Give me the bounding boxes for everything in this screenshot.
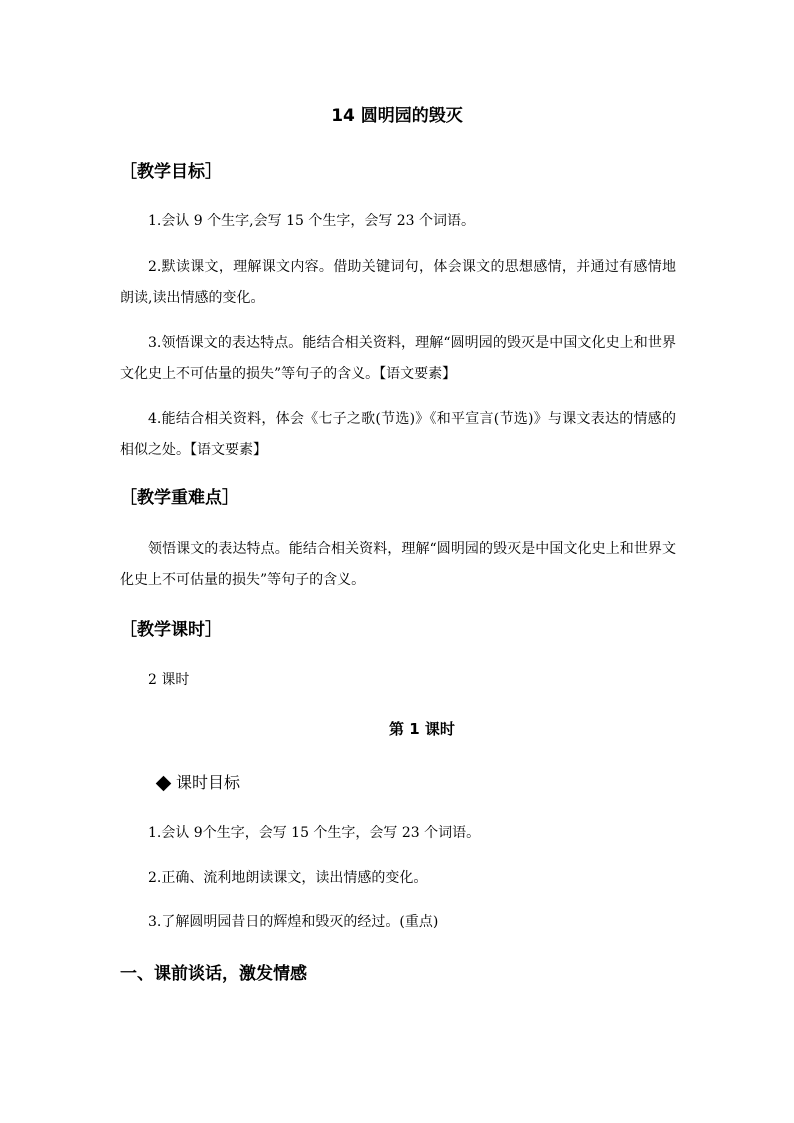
part-1-heading: 一、课前谈话，激发情感 bbox=[120, 964, 307, 984]
goals-heading: ［教学目标］ bbox=[120, 162, 222, 182]
goal-item-3: 3.领悟课文的表达特点。能结合相关资料，理解“圆明园的毁灭是中国文化史上和世界文化史上不可估量的损失”等句子的含义。【语文要素】 bbox=[120, 335, 676, 382]
lesson-objective-2: 2.正确、流利地朗读课文，读出情感的变化。 bbox=[148, 870, 428, 886]
periods-text: 2 课时 bbox=[148, 672, 190, 688]
key-points-heading: ［教学重难点］ bbox=[120, 488, 239, 508]
lesson-objective-3: 3.了解圆明园昔日的辉煌和毁灭的经过。(重点) bbox=[148, 914, 439, 930]
lesson-objective-1: 1.会认 9个生字，会写 15 个生字，会写 23 个词语。 bbox=[148, 825, 481, 841]
periods-heading: ［教学课时］ bbox=[120, 620, 222, 640]
lesson-objectives-heading bbox=[158, 772, 240, 794]
goal-item-4: 4.能结合相关资料，体会《七子之歌(节选)》《和平宣言(节选)》与课文表达的情感的相似之处。【语文要素】 bbox=[120, 411, 676, 458]
goal-item-2: 2.默读课文，理解课文内容。借助关键词句，体会课文的思想感情，并通过有感情地朗读,读出情感的变化。 bbox=[120, 259, 676, 306]
diamond-bullet-icon bbox=[156, 775, 172, 791]
lesson-objectives-label: 课时目标 bbox=[176, 773, 241, 792]
key-points-text: 领悟课文的表达特点。能结合相关资料，理解“圆明园的毁灭是中国文化史上和世界文化史上不可估量的损失”等句子的含义。 bbox=[120, 541, 676, 588]
lesson-1-title: 第 1 课时 bbox=[389, 720, 455, 738]
document-title: 14 圆明园的毁灭 bbox=[331, 106, 463, 126]
goal-item-1: 1.会认 9 个生字,会写 15 个生字，会写 23 个词语。 bbox=[148, 213, 476, 229]
